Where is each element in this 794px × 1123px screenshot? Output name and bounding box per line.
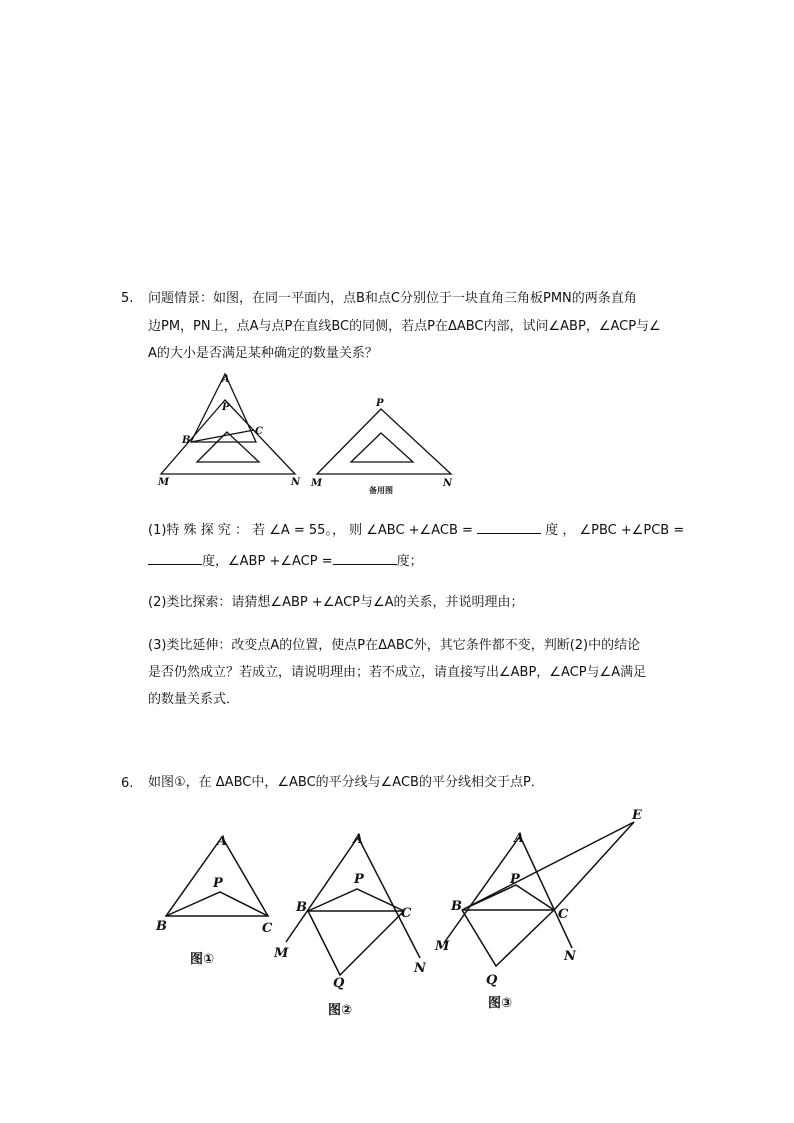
q5-part-3-line-2: 是否仍然成立？若成立，请说明理由；若不成立，请直接写出∠ABP，∠ACP与∠A满足 — [148, 665, 647, 680]
label-q: Q — [486, 973, 498, 988]
label-m: M — [311, 478, 323, 489]
set-square-inner — [351, 433, 413, 462]
label-q: Q — [333, 976, 345, 991]
figure-caption: 备用图 — [369, 486, 393, 495]
label-a: A — [514, 831, 525, 846]
external-bisectors — [462, 910, 554, 966]
label-p: P — [354, 872, 364, 887]
label-n: N — [414, 961, 426, 976]
q5-figure-1 — [155, 370, 305, 495]
figure-caption: 图① — [190, 952, 215, 967]
q5-part-3-line-1: (3)类比延伸：改变点A的位置，使点P在ΔABC外，其它条件都不变，判断(2)中的结论 — [148, 638, 641, 653]
q6-statement: 如图①，在 ΔABC中，∠ABC的平分线与∠ACB的平分线相交于点P． — [148, 775, 544, 790]
external-bisectors — [308, 911, 404, 975]
label-a: A — [222, 374, 230, 385]
label-m: M — [435, 939, 450, 954]
label-a: A — [217, 834, 228, 849]
label-c: C — [401, 906, 412, 921]
question-5-number: 5. — [121, 291, 134, 306]
label-p: P — [510, 872, 520, 887]
q5-part-1-line-1 — [148, 520, 684, 540]
label-m: M — [158, 477, 170, 488]
label-c: C — [262, 921, 273, 936]
line-ce — [554, 822, 634, 910]
part1-text-c: 度，∠ABP +∠ACP = — [202, 554, 333, 569]
ray-am — [444, 836, 520, 943]
label-c: C — [255, 426, 263, 437]
part1-text-a: (1)特 殊 探 究 ： 若 ∠A = 55。， 则 ∠ABC +∠ACB = — [148, 523, 473, 538]
label-b: B — [451, 899, 462, 914]
label-m: M — [274, 946, 289, 961]
label-p: P — [213, 876, 223, 891]
answer-blank-1[interactable] — [477, 520, 541, 534]
ray-am — [286, 837, 358, 942]
part1-text-b: 度 ， ∠PBC +∠PCB = — [545, 523, 685, 538]
label-n: N — [443, 478, 453, 489]
set-square-outer — [317, 409, 451, 474]
figure-caption: 图② — [328, 1003, 353, 1018]
answer-blank-3[interactable] — [333, 551, 397, 565]
label-n: N — [564, 949, 576, 964]
q5-part-3-line-3: 的数量关系式． — [148, 692, 240, 707]
q5-line-1: 问题情景：如图，在同一平面内，点B和点C分别位于一块直角三角板PMN的两条直角 — [148, 291, 637, 306]
question-6-number: 6. — [121, 776, 134, 791]
label-a: A — [353, 832, 364, 847]
label-b: B — [182, 435, 191, 446]
answer-blank-2[interactable] — [148, 551, 202, 565]
label-p: P — [376, 398, 384, 409]
q5-part-2: (2)类比探索：请猜想∠ABP +∠ACP与∠A的关系，并说明理由； — [148, 595, 524, 610]
q5-part-1-line-2 — [148, 551, 423, 571]
label-e: E — [632, 808, 642, 823]
label-p: P — [222, 402, 230, 413]
ray-an — [358, 837, 420, 958]
q5-line-3: A的大小是否满足某种确定的数量关系？ — [148, 346, 378, 361]
set-square-inner — [197, 432, 259, 462]
q6-figure-3 — [430, 800, 660, 1020]
q5-figure-2 — [305, 395, 465, 500]
figure-caption: 图③ — [488, 996, 513, 1011]
label-c: C — [558, 907, 569, 922]
q6-figure-2 — [270, 825, 440, 1025]
part1-text-d: 度； — [396, 554, 423, 569]
label-n: N — [291, 477, 301, 488]
label-b: B — [296, 900, 307, 915]
q5-line-2: 边PM，PN上，点A与点P在直线BC的同侧，若点P在ΔABC内部，试问∠ABP，∠ACP与∠ — [148, 319, 661, 334]
label-b: B — [156, 919, 167, 934]
q6-figure-1 — [150, 825, 280, 970]
